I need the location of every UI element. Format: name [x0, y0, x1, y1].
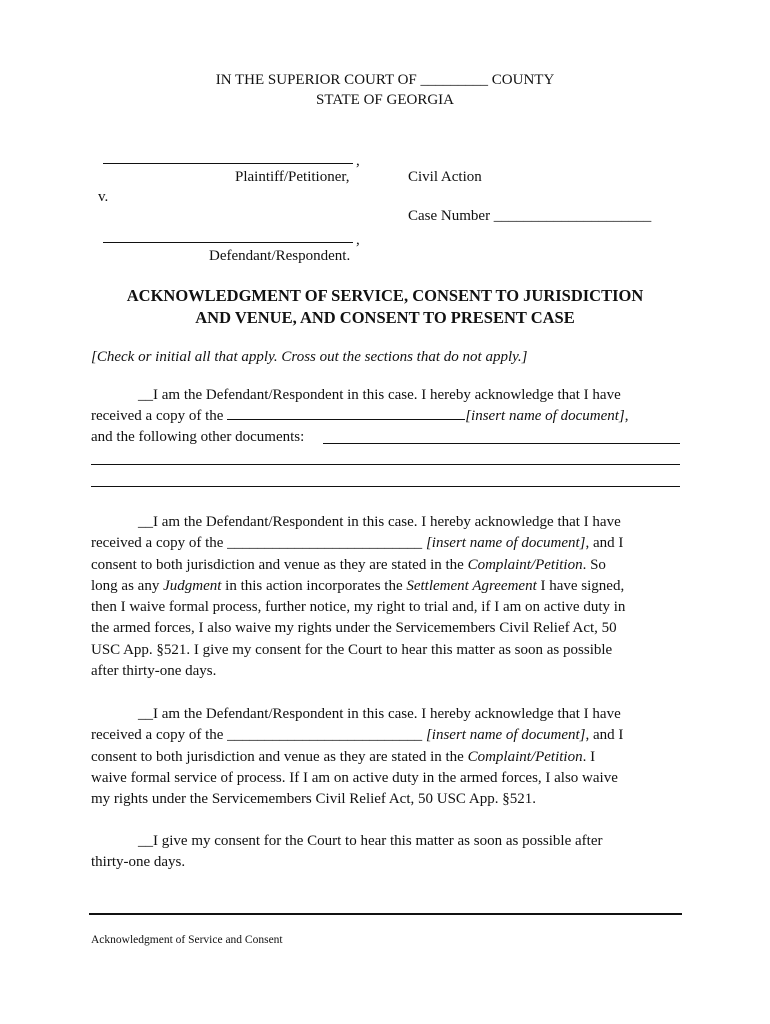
defendant-comma: , [356, 232, 360, 248]
section2-line7: USC App. §521. I give my consent for the Court to hear this matter as soon as possible [91, 641, 613, 658]
defendant-name-line[interactable] [103, 242, 353, 243]
other-documents-line1[interactable] [323, 443, 680, 444]
instruction-text: [Check or initial all that apply. Cross out the sections that do not apply.] [91, 349, 528, 365]
state-heading: STATE OF GEORGIA [316, 92, 454, 108]
section2-signed-text: I have signed, [536, 577, 625, 594]
section4-line2: thirty-one days. [91, 854, 186, 871]
document-title-line2: AND VENUE, AND CONSENT TO PRESENT CASE [195, 308, 575, 327]
section2-judgment-text: Judgment [163, 577, 222, 594]
footer-divider [89, 913, 682, 915]
court-heading: IN THE SUPERIOR COURT OF _________ COUNTY [215, 72, 555, 88]
section1-insert-hint: [insert name of document] [465, 408, 625, 424]
section2-settlement-text: Settlement Agreement [406, 577, 537, 594]
section2-paragraph [91, 512, 683, 682]
section3-line2 [91, 725, 683, 746]
section3-line5: my rights under the Servicemembers Civil Relief Act, 50 USC App. §521. [91, 791, 536, 808]
section2-line4 [91, 576, 683, 597]
other-documents-line3[interactable] [91, 486, 680, 487]
section2-long-text: long as any [91, 577, 164, 594]
section3-i-text: . I [582, 748, 596, 765]
section1-line3: and the following other documents: [91, 429, 305, 445]
section3-and-i: , and I [585, 727, 624, 744]
section3-line4: waive formal service of process. If I am on active duty in the armed forces, I also waive [91, 769, 618, 786]
versus-label: v. [98, 189, 109, 205]
section2-line1[interactable]: __I am the Defendant/Respondent in this case. I hereby acknowledge that I have [138, 514, 621, 530]
document-title-line1: ACKNOWLEDGMENT OF SERVICE, CONSENT TO JURISDICTION [126, 286, 644, 305]
section3-received-text: received a copy of the __________________________ [91, 727, 426, 744]
section1-line1[interactable]: __I am the Defendant/Respondent in this case. I hereby acknowledge that I have [138, 387, 621, 403]
section2-line8: after thirty-one days. [91, 663, 217, 680]
section2-complaint-text: Complaint/Petition [467, 556, 583, 573]
other-documents-line2[interactable] [91, 464, 680, 465]
section2-incorporates-text: in this action incorporates the [221, 577, 407, 594]
case-number-field[interactable]: Case Number _____________________ [408, 208, 652, 224]
section2-so-text: . So [582, 556, 606, 573]
section1-received-text: received a copy of the [91, 408, 228, 424]
section3-line3 [91, 747, 683, 768]
section2-consent-text: consent to both jurisdiction and venue as they are stated in the [91, 556, 468, 573]
section3-consent-text: consent to both jurisdiction and venue as they are stated in the [91, 748, 468, 765]
section1-document-blank[interactable] [227, 407, 465, 420]
section3-line1[interactable]: __I am the Defendant/Respondent in this case. I hereby acknowledge that I have [138, 706, 621, 722]
section2-line2 [91, 533, 683, 554]
plaintiff-label: Plaintiff/Petitioner, [235, 169, 350, 185]
section2-line5: then I waive formal process, further notice, my right to trial and, if I am on active duty in [91, 599, 626, 616]
defendant-label: Defendant/Respondent. [209, 248, 351, 264]
section3-complaint-text: Complaint/Petition [467, 748, 583, 765]
section3-paragraph [91, 704, 683, 810]
civil-action-label: Civil Action [408, 169, 482, 185]
section2-and-i: , and I [585, 535, 624, 552]
plaintiff-name-line[interactable] [103, 163, 353, 164]
section1-line2 [91, 406, 629, 427]
section2-insert-hint: [insert name of document] [425, 535, 586, 552]
section2-line3 [91, 555, 683, 576]
footer-text: Acknowledgment of Service and Consent [91, 934, 283, 946]
section2-received-text: received a copy of the __________________________ [91, 535, 426, 552]
plaintiff-comma: , [356, 153, 360, 169]
section4-paragraph [91, 831, 683, 874]
section3-insert-hint: [insert name of document] [425, 727, 586, 744]
section2-line6: the armed forces, I also waive my rights under the Servicemembers Civil Relief Act, 50 [91, 620, 617, 637]
section4-line1[interactable]: __I give my consent for the Court to hear this matter as soon as possible after [138, 833, 603, 849]
section1-comma: , [624, 408, 629, 424]
